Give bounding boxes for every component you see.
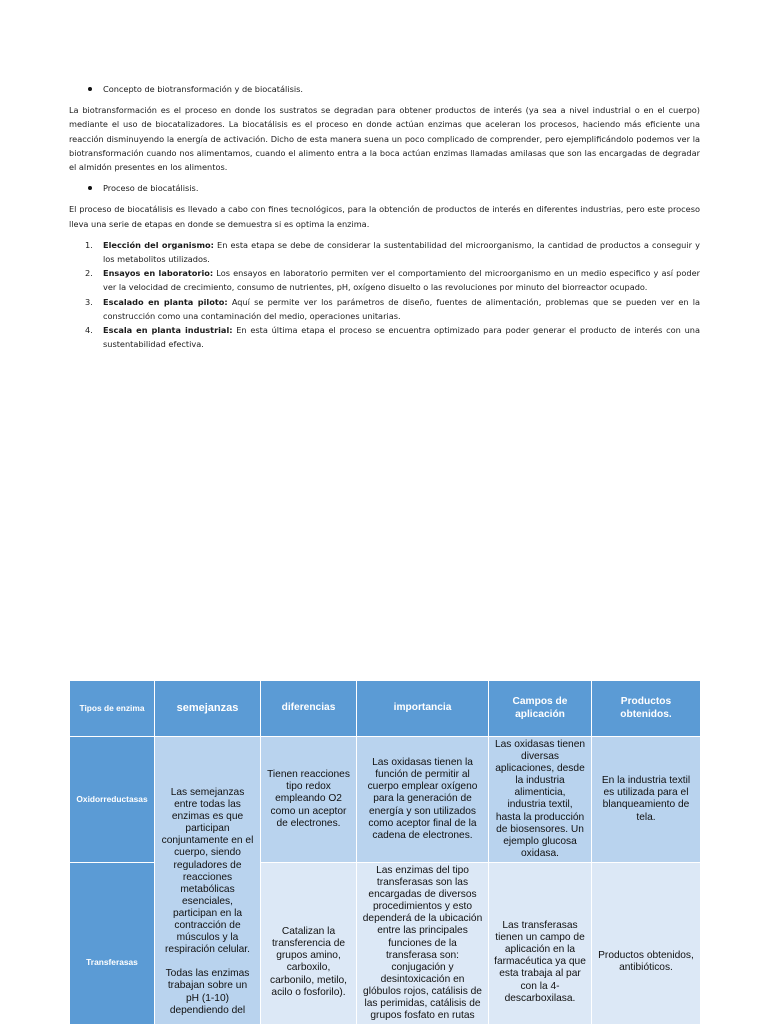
step-number: 2. (85, 268, 93, 279)
header-campos-de-aplicacion: Campos de aplicación (489, 681, 592, 737)
step-title: Ensayos en laboratorio: (103, 268, 214, 279)
step-item (69, 266, 700, 294)
step-item (69, 323, 700, 351)
step-text: Los ensayos en laboratorio permiten ver el comportamiento del microorganismo en un medio especifico y así poder ver la velocidad de crecimiento, consumo de nutrientes, pH, oxígeno disuelto o las revoluciones por minuto del biorreactor ocupado. (103, 268, 700, 293)
bullet-text: Concepto de biotransformación y de biocatálisis. (103, 84, 303, 94)
bullet-dot-icon (88, 186, 92, 190)
header-productos-obtenidos: Productos obtenidos. (592, 681, 701, 737)
step-item (69, 295, 700, 323)
row-header-oxidorreductasas: Oxidorreductasas (70, 737, 155, 863)
cell-diferencias: Tienen reacciones tipo redox empleando O2 como un aceptor de electrones. (261, 737, 357, 863)
step-text: En esta última etapa el proceso se encuentra optimizado para poder generar el producto de interés con una sustentabilidad efectiva. (103, 325, 700, 350)
paragraph-biocatalysis: El proceso de biocatálisis es llevado a cabo con fines tecnológicos, para la obtención de productos de interés en diferentes industrias, pero este proceso lleva una serie de etapas en donde se demuestra si es optima la enzima. (69, 204, 700, 229)
cell-semejanzas-shared (155, 737, 261, 1024)
bullet-dot-icon (88, 87, 92, 91)
header-diferencias: diferencias (261, 681, 357, 737)
bullet-text: Proceso de biocatálisis. (103, 183, 199, 194)
header-importancia: importancia (357, 681, 489, 737)
step-item (69, 238, 700, 266)
document-body (69, 82, 700, 351)
steps-list (69, 238, 700, 352)
step-number: 4. (85, 325, 93, 336)
step-text: En esta etapa se debe de considerar la sustentabilidad del microorganismo, la cantidad de productos a conseguir y los metabolitos utilizados. (103, 239, 700, 265)
cell-campos: Las oxidasas tienen diversas aplicaciones, desde la industria alimenticia, industria textil, hasta la producción de biosensores. Un ejemplo glucosa oxidasa. (489, 737, 592, 863)
table-header-row (70, 681, 701, 737)
table-row (70, 737, 701, 863)
row-header-transferasas: Transferasas (70, 862, 155, 1024)
bullet-biocatalysis-process (69, 181, 700, 195)
cell-campos: Las transferasas tienen un campo de aplicación en la farmacéutica ya que esta trabaja al par con la 4-descarboxilasa. (489, 862, 592, 1024)
paragraph-biotransformation: La biotransformación es el proceso en donde los sustratos se degradan para obtener productos de interés (ya sea a nivel industrial o en el cuerpo) mediante el uso de biocatalizadores. La biocatálisis es el proceso en donde actúan enzimas que aceleran los procesos, haciendo más eficiente una reacción disminuyendo la energía de activación. Dicho de esta manera suena un poco complicado de comprender, pero ejemplificándolo podemos ver la biotransformación cuando nos alimentamos, cuando el alimento entra a la boca actúan enzimas llamadas amilasas que son las encargadas de degradar el almidón presentes en los alimentos. (69, 105, 700, 173)
step-title: Escalado en planta piloto: (103, 296, 228, 307)
cell-diferencias: Catalizan la transferencia de grupos amino, carboxilo, carbonilo, metilo, acilo o fosforilo). (261, 862, 357, 1024)
cell-productos: En la industria textil es utilizada para el blanqueamiento de tela. (592, 737, 701, 863)
cell-importancia: Las oxidasas tienen la función de permitir al cuerpo emplear oxígeno para la generación de energía y son utilizados como aceptor final de la cadena de electrones. (357, 737, 489, 863)
bullet-biotransformation-concept (69, 82, 700, 96)
semejanzas-text-2: Todas las enzimas trabajan sobre un pH (1-10) dependiendo del (165, 968, 250, 1016)
step-title: Escala en planta industrial: (103, 325, 233, 336)
step-text: Aquí se permite ver los parámetros de diseño, fuentes de alimentación, problemas que se pueden ver en la construcción como una contaminación del medio, operaciones unitarias. (103, 296, 700, 321)
header-semejanzas: semejanzas (155, 681, 261, 737)
cell-importancia: Las enzimas del tipo transferasas son las encargadas de diversos procedimientos y esto dependerá de la ubicación entre las principales funciones de la transferasa son: conjugación y desintoxicación en glóbulos rojos, catálisis de las perimidas, catálisis de grupos fosfato en rutas (357, 862, 489, 1024)
enzyme-comparison-table (69, 680, 701, 1024)
step-number: 3. (85, 296, 93, 307)
semejanzas-text: Las semejanzas entre todas las enzimas es que participan conjuntamente en el cuerpo, siendo reguladores de reacciones metabólicas esenciales, participan en la contracción de músculos y la respiración celular. (161, 787, 254, 956)
step-title: Elección del organismo: (103, 239, 214, 250)
step-number: 1. (85, 239, 93, 250)
cell-productos: Productos obtenidos, antibióticos. (592, 862, 701, 1024)
header-tipos-de-enzima: Tipos de enzima (70, 681, 155, 737)
